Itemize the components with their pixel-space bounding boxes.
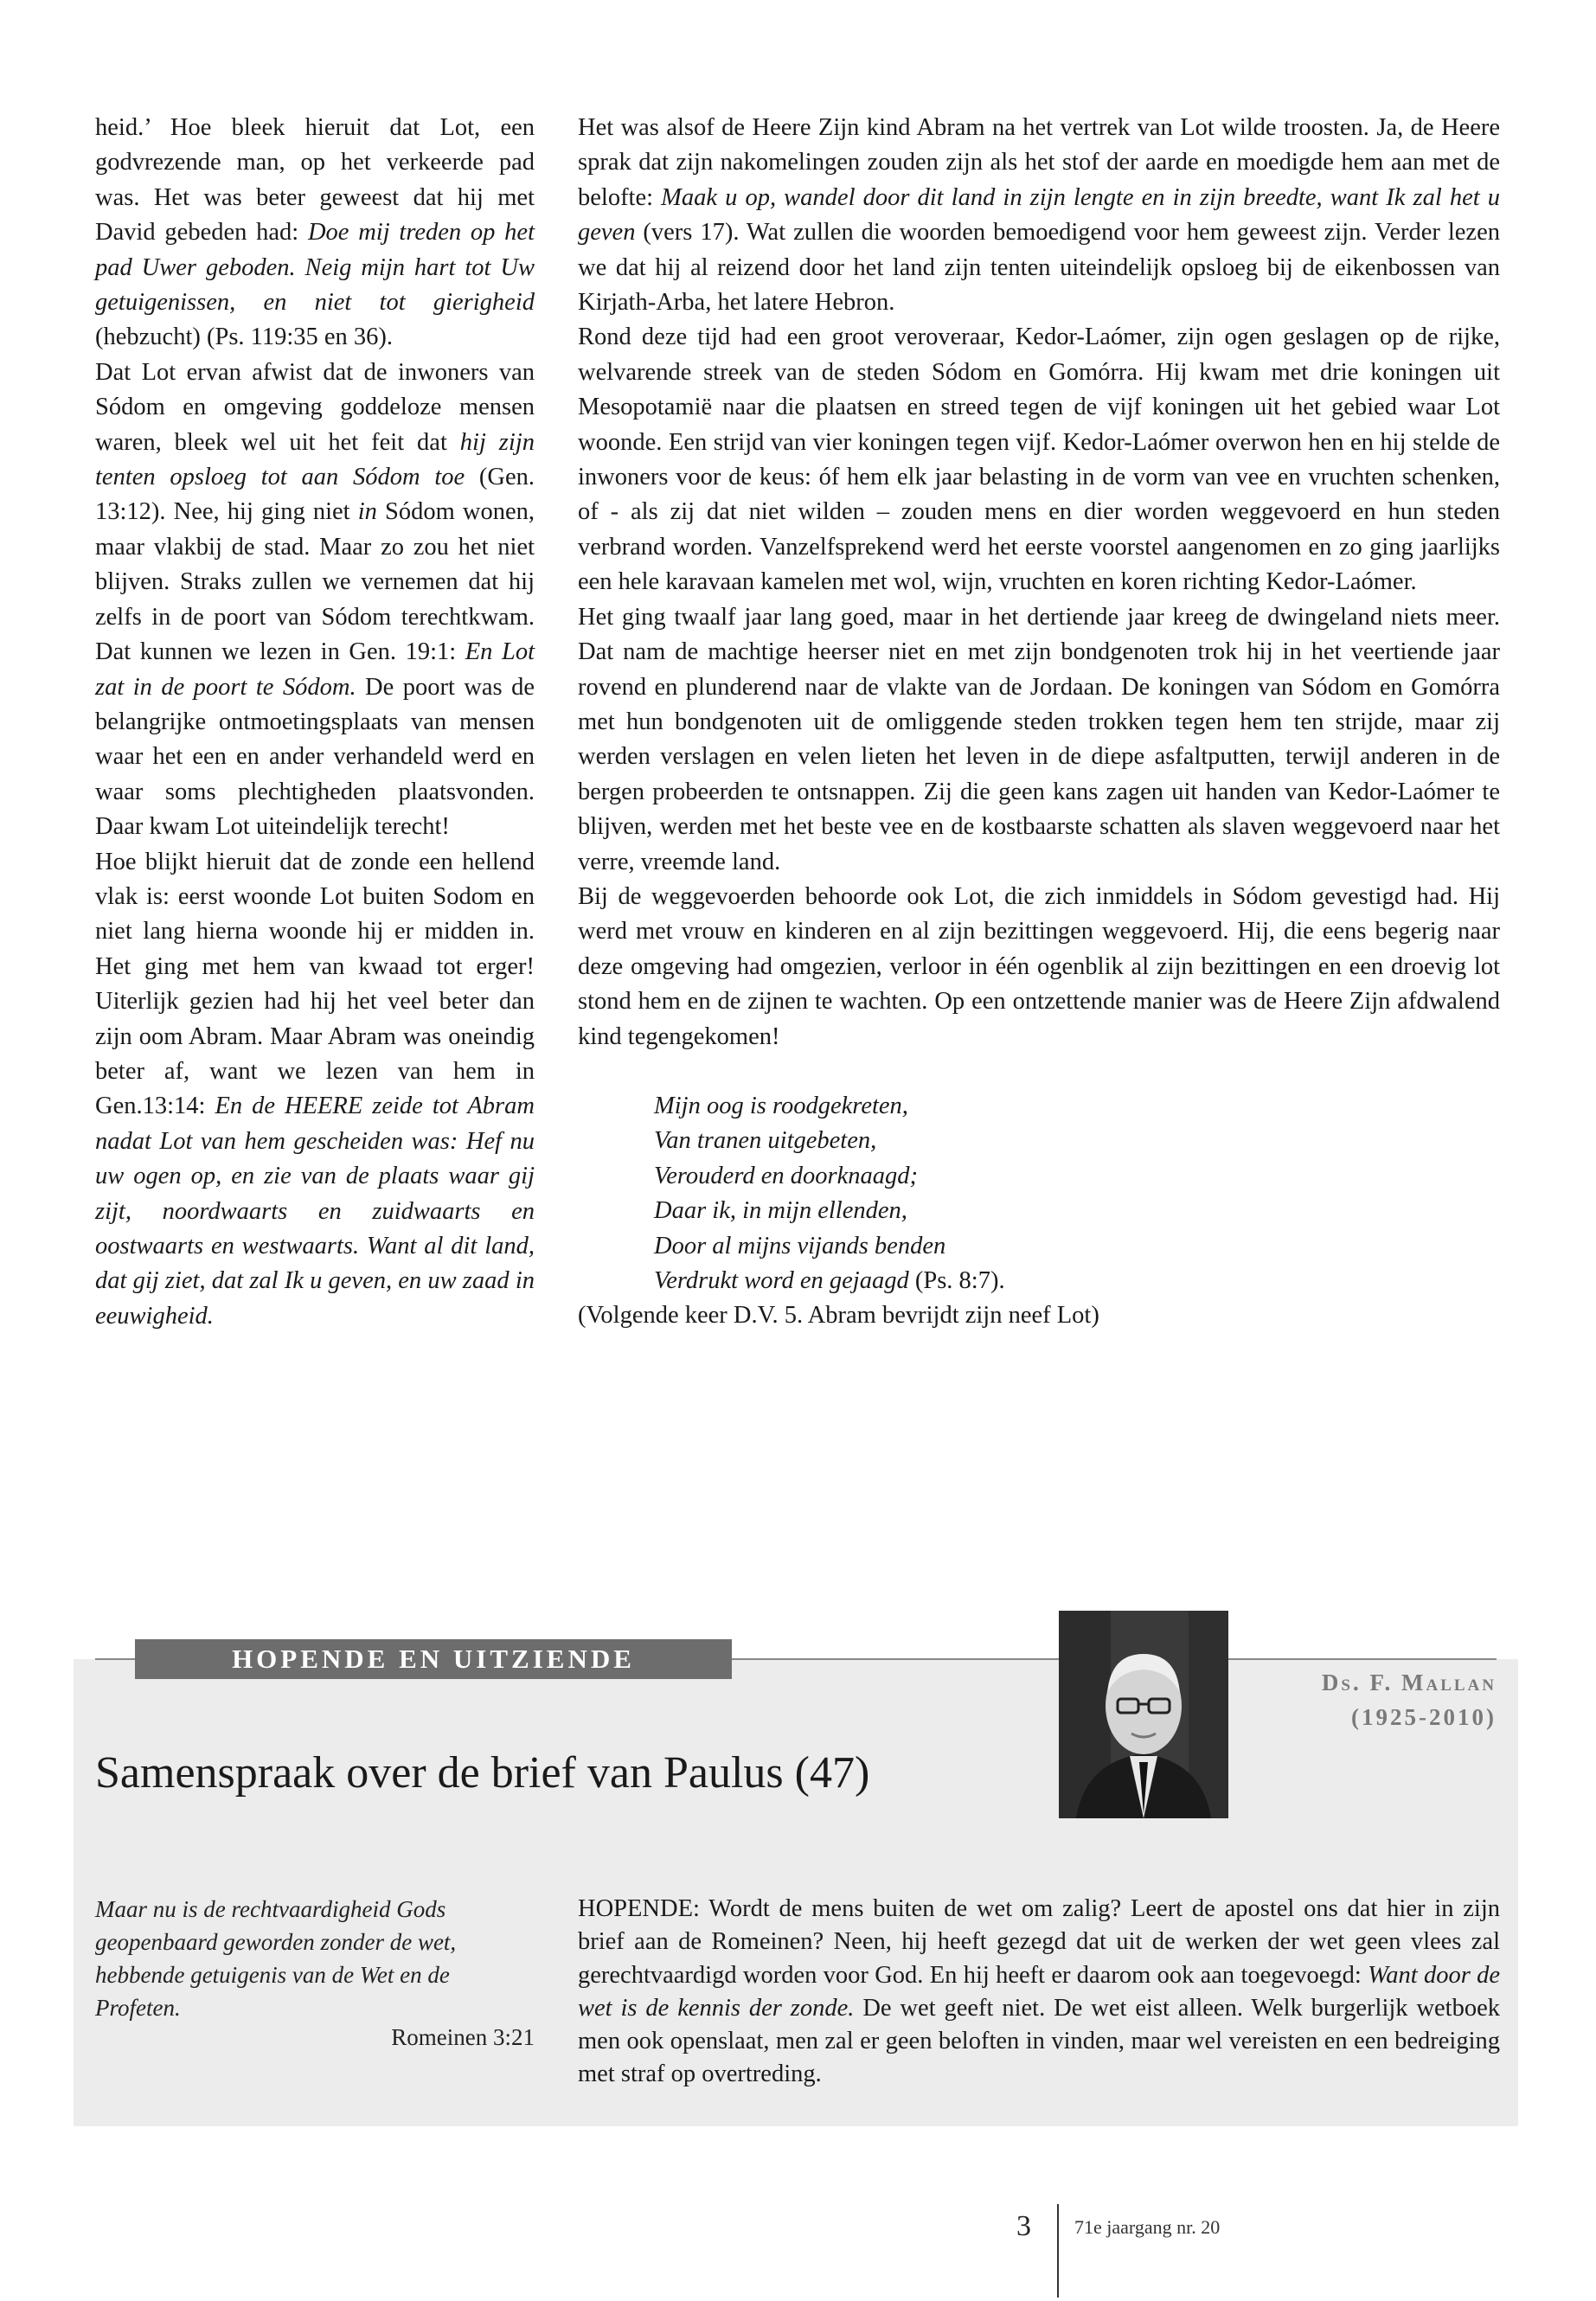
motto-reference: Romeinen 3:21 [391, 2024, 535, 2050]
right-paragraph-3: Het ging twaalf jaar lang goed, maar in het dertiende jaar kreeg de dwingeland niets meer. Dat nam de machtige heerser niet en met zijn bondgenoten trok hij in het veertiende jaar rovend en plunderend naar de vlakte van de Jordaan. De koningen van Sódom en Gomórra met hun bondgenoten uit de omliggende steden trokken tegen hem ten strijde, maar zij werden verslagen en velen lieten het leven in de diepe asfaltputten, terwijl anderen in de bergen probeerden te ontsnappen. Zij die geen kans zagen uit handen van Kedor-Laómer te blijven, werden met het beste vee en de kostbaarste schatten als slaven weggevoerd naar het verre, vreemde land. [578, 603, 1500, 875]
poem-line: Door al mijns vijands benden [654, 1232, 946, 1259]
psalm-quote [654, 1089, 1500, 1298]
author-portrait-icon [1059, 1611, 1228, 1818]
right-paragraph-1: Het was alsof de Heere Zijn kind Abram na het vertrek van Lot wilde troosten. Ja, de Heere sprak dat zijn nakomelingen zouden zijn als het stof der aarde en moedigde hem aan met de belofte: Maak u op, wandel door dit land in zijn lengte en in zijn breedte, want Ik zal het u geven (vers 17). Wat zullen die woorden bemoedigend voor hem geweest zijn. Verder lezen we dat hij al reizend door het land zijn tenten uiteindelijk opsloeg bij de eikenbossen van Kirjath-Arba, het latere Hebron. [578, 114, 1501, 317]
section-banner: HOPENDE EN UITZIENDE [135, 1639, 732, 1679]
right-column [578, 111, 1500, 1334]
poem-line: Van tranen uitgebeten, [654, 1127, 877, 1155]
next-episode-note: (Volgende keer D.V. 5. Abram bevrijdt zijn neef Lot) [578, 1302, 1099, 1330]
poem-reference: (Ps. 8:7). [908, 1267, 1005, 1294]
page-number: 3 [1016, 2210, 1031, 2242]
poem-line: Verouderd en doorknaagd; [654, 1162, 918, 1189]
author-credit [1322, 1665, 1497, 1734]
poem-line-last: Verdrukt word en gejaagd (Ps. 8:7). [654, 1267, 1005, 1294]
poem-line: Daar ik, in mijn ellenden, [654, 1197, 907, 1225]
volume-info: 71e jaargang nr. 20 [1074, 2216, 1221, 2238]
article-title: Samenspraak over de brief van Paulus (47) [95, 1748, 870, 1798]
footer-divider [1057, 2204, 1059, 2298]
author-name: Ds. F. Mallan [1321, 1670, 1497, 1695]
right-paragraph-4: Bij de weggevoerden behoorde ook Lot, die zich inmiddels in Sódom gevestigd had. Hij werd met vrouw en kinderen en al zijn bezittingen weggevoerd. Hij, die eens begerig naar deze omgeving had omgezien, verloor in één ogenblik al zijn bezittingen en een droevig lot stond hem en de zijnen te wachten. Op een ontzettende manier was de Heere Zijn afdwalend kind tegengekomen! [578, 882, 1500, 1050]
left-column [95, 111, 535, 1334]
author-years: (1925-2010) [1351, 1704, 1497, 1730]
poem-line: Mijn oog is roodgekreten, [654, 1092, 908, 1119]
left-paragraph-3: Hoe blijkt hieruit dat de zonde een hellend vlak is: eerst woonde Lot buiten Sodom en niet lang hierna woonde hij er midden in. Het ging met hem van kwaad tot erger! Uiterlijk gezien had hij het veel beter dan zijn oom Abram. Maar Abram was oneindig beter af, want we lezen van hem in Gen.13:14: En de HEERE zeide tot Abram nadat Lot van hem gescheiden was: Hef nu uw ogen op, en zie van de plaats waar gij zijt, noordwaarts en zuidwaarts en oostwaarts en westwaarts. Want al dit land, dat gij ziet, dat zal Ik u geven, en uw zaad in eeuwigheid. [95, 848, 535, 1330]
left-paragraph-1: heid.’ Hoe bleek hieruit dat Lot, een godvrezende man, op het verkeerde pad was. Het was beter geweest dat hij met David gebeden had: Doe mij treden op het pad Uwer geboden. Neig mijn hart tot Uw getuigenissen, en niet tot gierigheid (hebzucht) (Ps. 119:35 en 36). [95, 114, 535, 351]
dialog-paragraph: HOPENDE: Wordt de mens buiten de wet om zalig? Leert de apostel ons dat hier in zijn brief aan de Romeinen? Neen, hij heeft gezegd dat uit de werken der wet geen vlees zal gerechtvaardigd worden voor God. En hij heeft er daarom ook aan toegevoegd: Want door de wet is de kennis der zonde. De wet geeft niet. De wet eist alleen. Welk burgerlijk wetboek men ook openslaat, men zal er geen beloften in vinden, maar wel vereisten en een bedreiging met straf op overtreding. [578, 1895, 1500, 2088]
author-photo [1059, 1611, 1228, 1818]
left-paragraph-2: Dat Lot ervan afwist dat de inwoners van Sódom en omgeving goddeloze mensen waren, bleek wel uit het feit dat hij zijn tenten opsloeg tot aan Sódom toe (Gen. 13:12). Nee, hij ging niet in Sódom wonen, maar vlakbij de stad. Maar zo zou het niet blijven. Straks zullen we vernemen dat hij zelfs in de poort van Sódom terechtkwam. Dat kunnen we lezen in Gen. 19:1: En Lot zat in de poort te Sódom. De poort was de belangrijke ontmoetingsplaats van mensen waar het een en ander verhandeld werd en waar soms plechtigheden plaatsvonden. Daar kwam Lot uiteindelijk terecht! [95, 358, 535, 841]
right-paragraph-2: Rond deze tijd had een groot veroveraar, Kedor-Laómer, zijn ogen geslagen op de rijke, welvarende streek van de steden Sódom en Gomórra. Hij kwam met drie koningen uit Mesopotamië naar die plaatsen en streed tegen de vijf koningen uit het gebied waar Lot woonde. Een strijd van vier koningen tegen vijf. Kedor-Laómer overwon hen en hij stelde de inwoners voor de keus: óf hem elk jaar belasting in de vorm van vee en vruchten schenken, of - als zij dat niet wilden – zouden mens en dier worden weggevoerd en hun steden verbrand worden. Vanzelfsprekend werd het eerste voorstel aangenomen en zo ging jaarlijks een hele karavaan kamelen met wol, wijn, vruchten en koren richting Kedor-Laómer. [578, 324, 1500, 596]
motto-text: Maar nu is de rechtvaardigheid Gods geopenbaard geworden zonder de wet, hebbende getuigenis van de Wet en de Profeten. [95, 1896, 457, 2021]
